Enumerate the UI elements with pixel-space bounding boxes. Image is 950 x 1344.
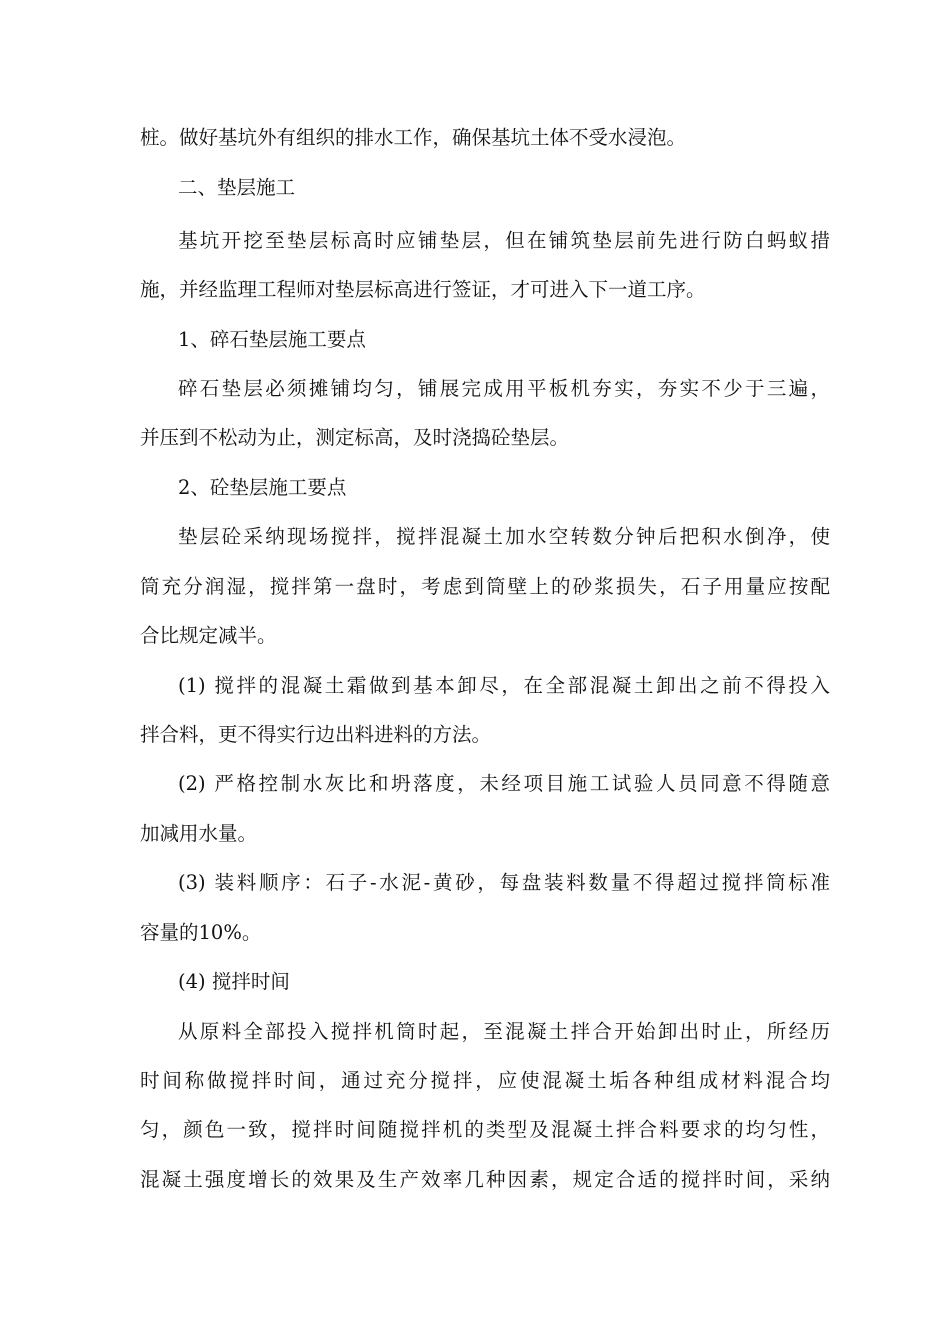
paragraph-line: 时间称做搅拌时间，通过充分搅拌，应使混凝土垢各种组成材料混合均 [140, 1069, 830, 1092]
subsection-heading: 1、碎石垫层施工要点 [178, 328, 366, 351]
paragraph-line: 从原料全部投入搅拌机筒时起，至混凝土拌合开始卸出时止，所经历 [178, 1020, 830, 1043]
paragraph-line: 施，并经监理工程师对垫层标高进行签证，才可进入下一道工序。 [140, 278, 706, 301]
list-item-line: (3) 装料顺序：石子-水泥-黄砂，每盘装料数量不得超过搅拌筒标准 [178, 871, 830, 894]
list-item-heading: (4) 搅拌时间 [178, 970, 290, 993]
paragraph-line: 匀，颜色一致，搅拌时间随搅拌机的类型及混凝土拌合料要求的均匀性， [140, 1118, 830, 1141]
paragraph-line: 桩。做好基坑外有组织的排水工作，确保基坑土体不受水浸泡。 [140, 126, 687, 149]
list-item-line: (2) 严格控制水灰比和坍落度，未经项目施工试验人员同意不得随意 [178, 772, 830, 795]
section-heading: 二、垫层施工 [178, 176, 296, 199]
paragraph-line: 并压到不松动为止，测定标高，及时浇捣砼垫层。 [140, 426, 570, 449]
list-item-line: 拌合料，更不得实行边出料进料的方法。 [140, 723, 492, 746]
list-item-line: 加减用水量。 [140, 822, 258, 845]
list-item-line: (1) 搅拌的混凝土霜做到基本卸尽，在全部混凝土卸出之前不得投入 [178, 674, 830, 697]
paragraph-line: 垫层砼采纳现场搅拌，搅拌混凝土加水空转数分钟后把积水倒净，使 [178, 525, 830, 548]
paragraph-line: 合比规定减半。 [140, 624, 277, 647]
paragraph-line: 基坑开挖至垫层标高时应铺垫层，但在铺筑垫层前先进行防白蚂蚁措 [178, 229, 830, 252]
paragraph-line: 筒充分润湿，搅拌第一盘时，考虑到筒壁上的砂浆损失，石子用量应按配 [140, 575, 830, 598]
paragraph-line: 碎石垫层必须摊铺均匀，铺展完成用平板机夯实，夯实不少于三遍， [178, 377, 830, 400]
subsection-heading: 2、砼垫层施工要点 [178, 476, 347, 499]
list-item-line: 容量的10%。 [140, 921, 262, 944]
paragraph-line: 混凝土强度增长的效果及生产效率几种因素，规定合适的搅拌时间，采纳 [140, 1168, 830, 1191]
